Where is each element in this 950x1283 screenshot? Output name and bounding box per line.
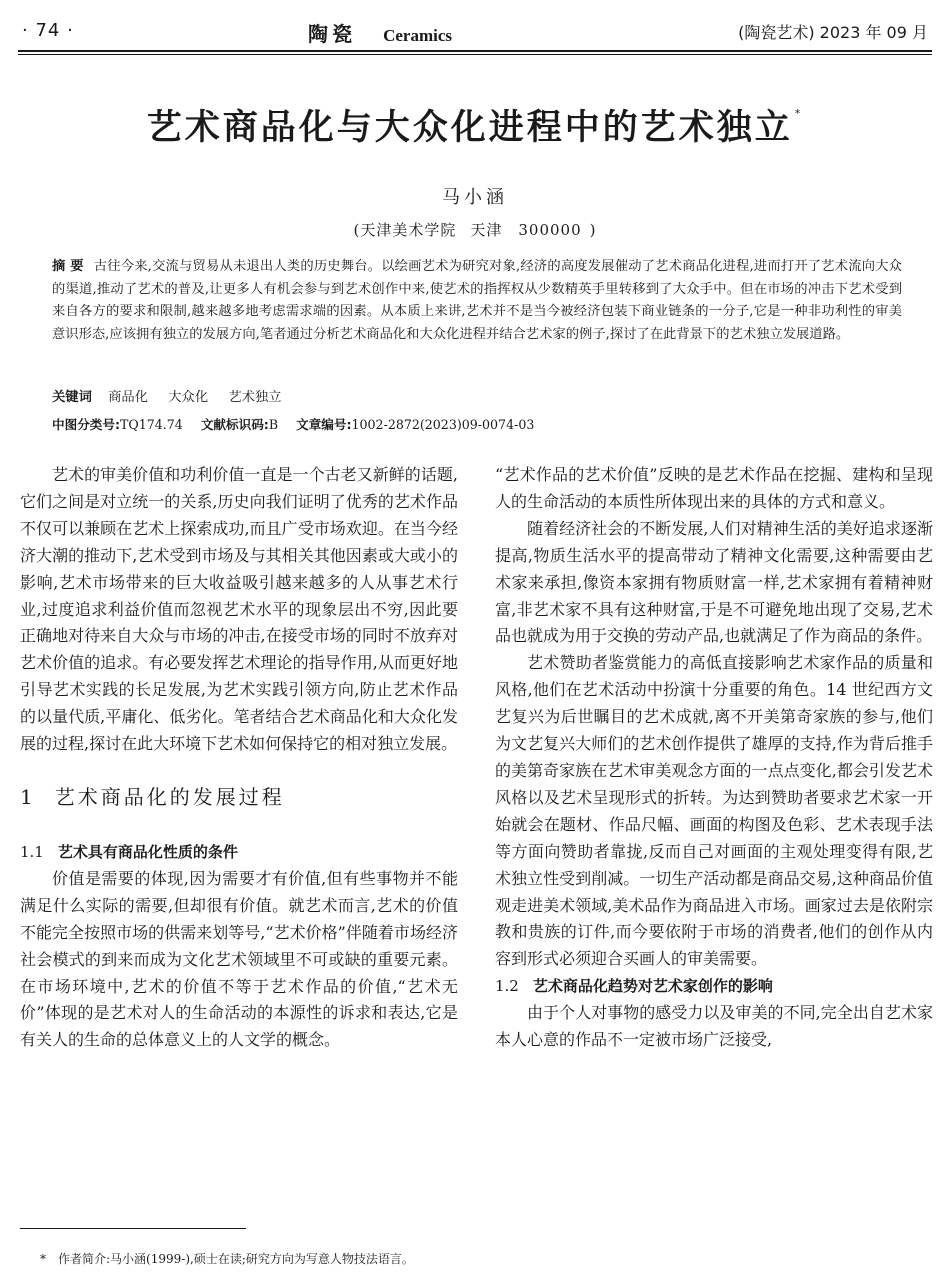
footnote-mark: * [40, 1252, 46, 1266]
footnote-text: 作者简介:马小涵(1999-),硕士在读;研究方向为写意人物技法语言。 [58, 1252, 414, 1266]
issue-info: (陶瓷艺术) 2023 年 09 月 [738, 23, 928, 42]
page-number: · 74 · [22, 20, 74, 41]
subsection-number: 1.2 [495, 977, 519, 996]
section-heading [20, 784, 458, 811]
right-column [495, 462, 933, 1054]
affiliation-close: ) [589, 221, 597, 239]
section-title: 艺术商品化的发展过程 [54, 784, 285, 809]
body-paragraph: 随着经济社会的不断发展,人们对精神生活的美好追求逐渐提高,物质生活水平的提高带动了精神文化需要,这种需要由艺术家来承担,像资本家拥有物质财富一样,艺术家拥有着精神财富,非艺术家不具有这种财富,于是不可避免地出现了交易,艺术品也就成为用于交换的劳动产品,也就满足了作为商品的条件。 [495, 518, 933, 646]
intro-paragraph: 艺术的审美价值和功利价值一直是一个古老又新鲜的话题,它们之间是对立统一的关系,历史向我们证明了优秀的艺术作品不仅可以兼顾在艺术上探索成功,而且广受市场欢迎。在当今经济大潮的推动下,艺术受到市场及与其相关其他因素或大或小的影响,艺术市场带来的巨大收益吸引越来越多的人从事艺术行业,过度追求利益价值而忽视艺术水平的现象层出不穷,因此要正确地对待来自大众与市场的冲击,在接受市场的同时不放弃对艺术价值的追求。有必要发挥艺术理论的指导作用,从而更好地引导艺术实践的长足发展,为艺术实践引领方向,防止艺术作品的以量代质,平庸化、低劣化。笔者结合艺术商品化和大众化发展的过程,探讨在此大环境下艺术如何保持它的相对独立发展。 [20, 465, 458, 754]
abstract-label: 摘 要 [52, 259, 84, 274]
subsection-title: 艺术商品化趋势对艺术家创作的影响 [532, 977, 773, 996]
header-rule-thin [18, 54, 932, 55]
journal-name-cn: 陶瓷 [308, 22, 356, 46]
article-number: 1002-2872(2023)09-0074-03 [351, 417, 535, 432]
article-title-text: 艺术商品化与大众化进程中的艺术独立 [146, 108, 793, 148]
affiliation [0, 219, 950, 240]
left-column [20, 462, 458, 1054]
journal-name [308, 18, 452, 47]
body-paragraph: 艺术赞助者鉴赏能力的高低直接影响艺术家作品的质量和风格,他们在艺术活动中扮演十分重要的角色。14 世纪西方文艺复兴为后世瞩目的艺术成就,离不开美第奇家族的参与,他们为文艺复兴大师们的艺术创作提供了雄厚的支持,作为背后推手的美第奇家族在艺术审美观念方面的一点点变化,都会引发艺术风格以及艺术呈现形式的折转。为达到赞助者要求艺术家一开始就会在题材、作品尺幅、画面的构图及色彩、艺术表现手法等方面向赞助者靠拢,反而自己对画面的主观处理变得有限,艺术独立性受到削减。一切生产活动都是商品交易,这种商品价值观走进美术领域,美术品作为商品进入市场。画家过去是依附宗教和贵族的订件,而今要依附于市场的消费者,他们的创作从内容到形式必须迎合买画人的审美需要。 [495, 653, 933, 969]
footnote [40, 1250, 414, 1267]
keywords-label: 关键词 [52, 390, 92, 405]
abstract [52, 256, 902, 346]
abstract-text: 古往今来,交流与贸易从未退出人类的历史舞台。以绘画艺术为研究对象,经济的高度发展催动了艺术商品化进程,进而打开了艺术流向大众的渠道,推动了艺术的普及,让更多人有机会参与到艺术创作中来,使艺术的指挥权从少数精英手里转移到了大众手中。但在市场的冲击下艺术受到来自各方的要求和限制,越来越多地考虑需求端的因素。从本质上来讲,艺术并不是当今被经济包装下商业链条的一分子,它是一种非功利性的审美意识形态,应该拥有独立的发展方向,笔者通过分析艺术商品化和大众化进程并结合艺术家的例子,探讨了在此背景下的艺术独立发展道路。 [52, 259, 902, 342]
section-number: 1 [20, 784, 33, 809]
classification-line [52, 414, 534, 433]
affiliation-institution: 天津美术学院 [360, 221, 457, 239]
clc-number: TQ174.74 [120, 417, 183, 432]
keyword: 商品化 [108, 390, 149, 405]
page-header [0, 0, 950, 52]
article-number-label: 文章编号: [296, 417, 352, 432]
subsection-heading [20, 839, 458, 866]
author-name: 马小涵 [442, 187, 508, 208]
subsection-heading [495, 973, 933, 1000]
doc-code-label: 文献标识码: [200, 417, 269, 432]
affiliation-postcode: 300000 [518, 221, 582, 239]
body-paragraph: 由于个人对事物的感受力以及审美的不同,完全出自艺术家本人心意的作品不一定被市场广泛接受, [495, 1003, 933, 1050]
body-paragraph: 价值是需要的体现,因为需要才有价值,但有些事物并不能满足什么实际的需要,但却很有价值。就艺术而言,艺术的价值不能完全按照市场的供需来划等号,“艺术价格”伴随着市场经济社会模式的到来而成为文化艺术领域里不可或缺的重要元素。在市场环境中,艺术的价值不等于艺术作品的价值,“艺术无价”体现的是艺术对人的生命活动的本源性的诉求和表达,它是有关人的生命的总体意义上的人文学的概念。 [20, 868, 458, 1050]
subsection-number: 1.1 [20, 842, 44, 861]
clc-label: 中图分类号: [52, 417, 121, 432]
keyword: 大众化 [168, 390, 209, 405]
article-title [0, 100, 950, 150]
affiliation-open: ( [353, 221, 361, 239]
journal-name-en: Ceramics [383, 26, 453, 45]
subsection-title: 艺术具有商品化性质的条件 [57, 842, 238, 861]
affiliation-city: 天津 [470, 221, 503, 239]
keyword: 艺术独立 [228, 390, 282, 405]
footnote-rule [20, 1228, 246, 1229]
doc-code: B [268, 417, 279, 432]
body-paragraph: “艺术作品的艺术价值”反映的是艺术作品在挖掘、建构和呈现人的生命活动的本质性所体现出来的具体的方式和意义。 [495, 465, 933, 511]
title-footnote-mark: * [794, 107, 804, 120]
keywords [52, 386, 298, 405]
header-rule-thick [18, 50, 932, 52]
